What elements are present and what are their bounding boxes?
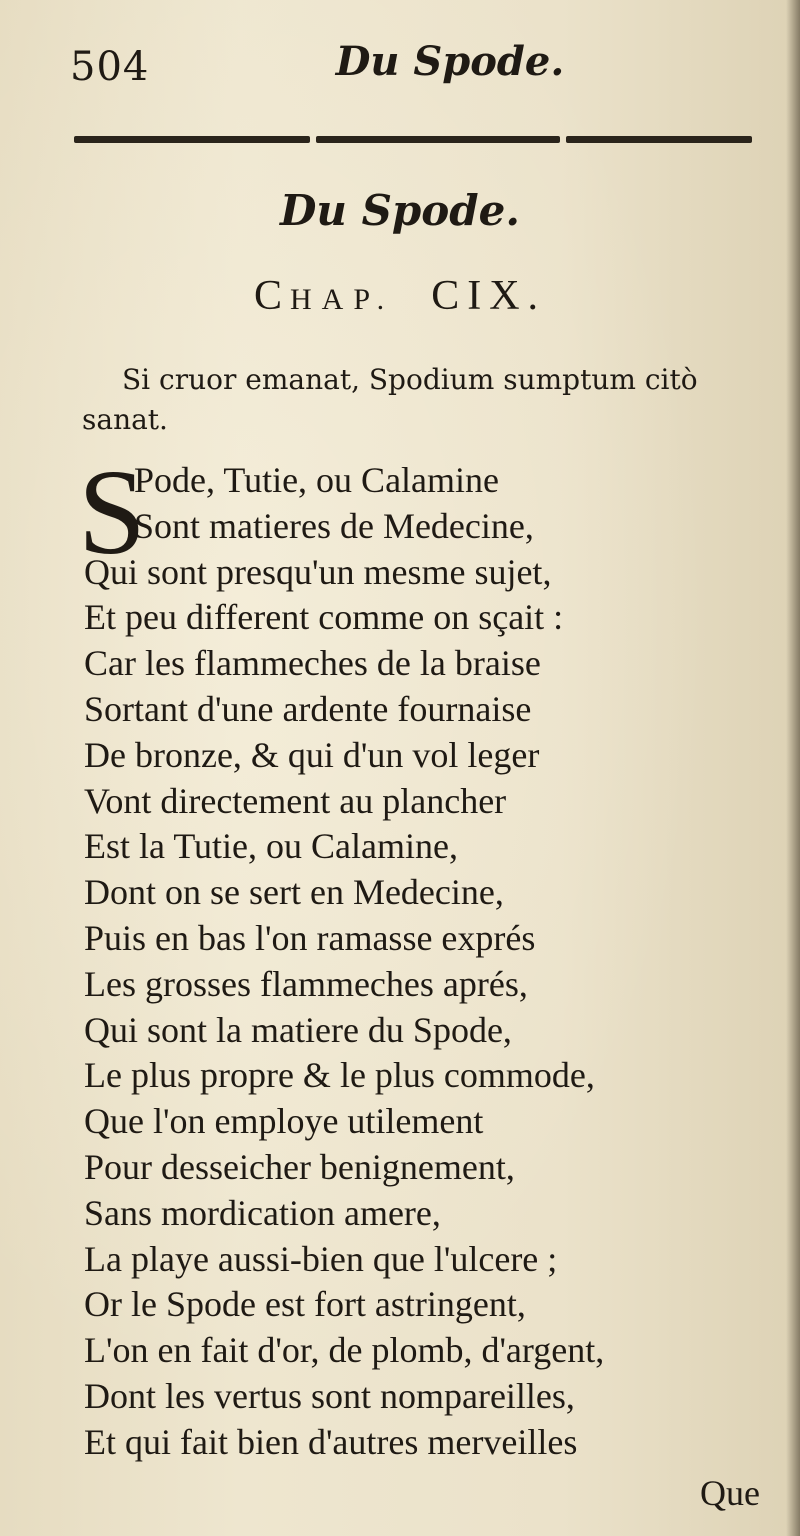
- chapter-number: CIX.: [431, 273, 547, 319]
- verse-line: Dont les vertus sont nompareilles,: [84, 1375, 575, 1416]
- verse-line: Que l'on employe utilement: [84, 1101, 484, 1142]
- verse-line: Est la Tutie, ou Calamine,: [84, 826, 458, 867]
- verse-line: Et qui fait bien d'autres merveilles: [84, 1421, 578, 1462]
- chapter-label-rest: HAP.: [289, 283, 395, 316]
- verse-line: L'on en fait d'or, de plomb, d'argent,: [84, 1330, 605, 1371]
- epigraph: [82, 360, 772, 440]
- verse-line: Pour desseicher benignement,: [84, 1146, 515, 1187]
- chapter-heading: [0, 272, 800, 320]
- verse-line: Sans mordication amere,: [84, 1192, 441, 1233]
- verse-line: Vont directement au plancher: [84, 780, 507, 821]
- verse-line: Puis en bas l'on ramasse exprés: [84, 917, 536, 958]
- epigraph-line-1: Si cruor emanat, Spodium sumptum citò: [122, 363, 698, 396]
- chapter-title: Du Spode.: [279, 186, 520, 235]
- verse-line: Le plus propre & le plus commode,: [84, 1055, 595, 1096]
- verse-line: Dont on se sert en Medecine,: [84, 872, 504, 913]
- catchword: Que: [700, 1473, 760, 1513]
- verse-line: Les grosses flammeches aprés,: [84, 963, 528, 1004]
- chapter-label-initial: C: [253, 273, 290, 319]
- verse-body: [84, 458, 764, 1466]
- header-rule-left: [74, 136, 310, 143]
- verse-line: Et peu different comme on sçait :: [84, 597, 564, 638]
- page-number: 504: [70, 44, 150, 90]
- verse-line: Qui sont presqu'un mesme sujet,: [84, 551, 552, 592]
- verse-line: Qui sont la matiere du Spode,: [84, 1009, 512, 1050]
- header-rule-right: [566, 136, 752, 143]
- verse-line: Pode, Tutie, ou Calamine: [134, 460, 500, 500]
- drop-cap: S: [78, 445, 146, 580]
- running-head: Du Spode.: [335, 38, 565, 85]
- verse-line: Sortant d'une ardente fournaise: [84, 688, 532, 729]
- verse-line: Car les flammeches de la braise: [84, 643, 541, 684]
- verse-line: Sont matieres de Medecine,: [134, 505, 534, 546]
- verse-line: Or le Spode est fort astringent,: [84, 1284, 526, 1325]
- verse-line: De bronze, & qui d'un vol leger: [84, 734, 540, 775]
- epigraph-line-2: sanat.: [82, 403, 168, 436]
- header-rule-middle: [316, 136, 560, 143]
- verse-line: La playe aussi-bien que l'ulcere ;: [84, 1238, 558, 1279]
